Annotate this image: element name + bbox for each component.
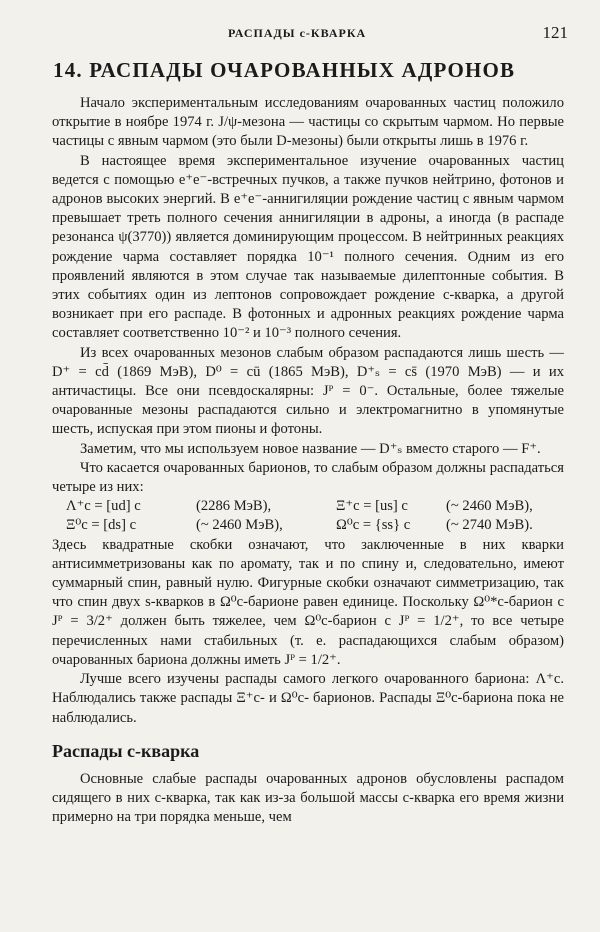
baryon-mass: (~ 2740 МэВ). [446, 517, 533, 534]
paragraph: Здесь квадратные скобки означают, что заключенные в них кварки антисимметризованы как по аромату, так и по спину и, следовательно, имеют суммарный спин, равный нулю. Фигурные скобки означают симметризацию, так что спин двух s-кварков в Ω⁰c-барионе равен единице. Поскольку Ω⁰*c-барион с Jᴾ = 3/2⁺ должен быть тяжелее, чем Ω⁰c-барион с Jᴾ = 1/2⁺, то все четыре перечисленных нами стабильных (т. е. распадающихся слабым образом) очарованных бариона должны иметь Jᴾ = 1/2⁺. [52, 536, 564, 668]
paragraph: В настоящее время экспериментальное изучение очарованных частиц ведется с помощью e⁺e⁻-встречных пучков, а также пучков нейтрино, фотонов и адронов высоких энергий. В e⁺e⁻-аннигиляции рождение частиц с явным чармом превышает треть полного сечения аннигиляции в адроны, а иногда (в распаде резонанса ψ(3770)) является доминирующим процессом. В нейтринных реакциях рождение чарма составляет порядка 10⁻¹ полного сечения. Одним из его проявлений являются в этом случае так называемые дилептонные события. В этих событиях один из лептонов сопровождает рождение c-кварка, а другой возникает при его распаде. В фотонных и адронных реакциях рождение чарма составляет соответственно 10⁻² и 10⁻³ полного сечения. [52, 152, 564, 342]
running-title: РАСПАДЫ c-КВАРКА [228, 26, 367, 40]
baryon-row [66, 497, 564, 516]
body-text [52, 94, 564, 827]
paragraph: Из всех очарованных мезонов слабым образом распадаются лишь шесть — D⁺ = cd̄ (1869 МэВ), D⁰ = cū (1865 МэВ), D⁺ₛ = cs̄ (1970 МэВ) — и их античастицы. Все они псевдоскалярны: Jᴾ = 0⁻. Остальные, более тяжелые очарованные мезоны распадаются сильно и электромагнитно в упомянутые шесть, испуская при этом пионы и фотоны. [52, 344, 564, 438]
paragraph: Заметим, что мы используем новое название — D⁺ₛ вместо старого — F⁺. [80, 440, 541, 457]
paragraph: Начало экспериментальным исследованиям очарованных частиц положило открытие в ноябре 1974 г. J/ψ-мезона — частицы со скрытым чармом. Но первые частицы с явным чармом (это были D-мезоны) были открыты лишь в 1976 г. [52, 95, 564, 150]
running-header [0, 23, 600, 46]
paragraph: Основные слабые распады очарованных адронов обусловлены распадом сидящего в них c-кварка, так как из-за большой массы c-кварка его время жизни примерно на три порядка меньше, чем [52, 770, 564, 826]
baryon-list [52, 497, 564, 535]
baryon-formula: Ξ⁰c = [ds] c [66, 517, 137, 534]
baryon-mass: (~ 2460 МэВ), [446, 498, 533, 515]
baryon-formula: Ω⁰c = {ss} c [336, 517, 411, 534]
paragraph: Лучше всего изучены распады самого легкого очарованного бариона: Λ⁺c. Наблюдались также распады Ξ⁺c- и Ω⁰c- барионов. Распады Ξ⁰c-бариона пока не наблюдались. [52, 671, 564, 726]
baryon-formula: Λ⁺c = [ud] c [66, 498, 141, 515]
baryon-mass: (~ 2460 МэВ), [196, 517, 283, 534]
baryon-formula: Ξ⁺c = [us] c [336, 498, 408, 515]
baryon-mass: (2286 МэВ), [196, 498, 272, 515]
paragraph: Что касается очарованных барионов, то слабым образом должны распадаться четыре из них: [52, 459, 564, 496]
baryon-row [66, 516, 564, 535]
section-title: Распады c-кварка [52, 740, 200, 761]
chapter-title: 14. РАСПАДЫ ОЧАРОВАННЫХ АДРОНОВ [53, 58, 516, 82]
page-number: 121 [542, 23, 568, 42]
